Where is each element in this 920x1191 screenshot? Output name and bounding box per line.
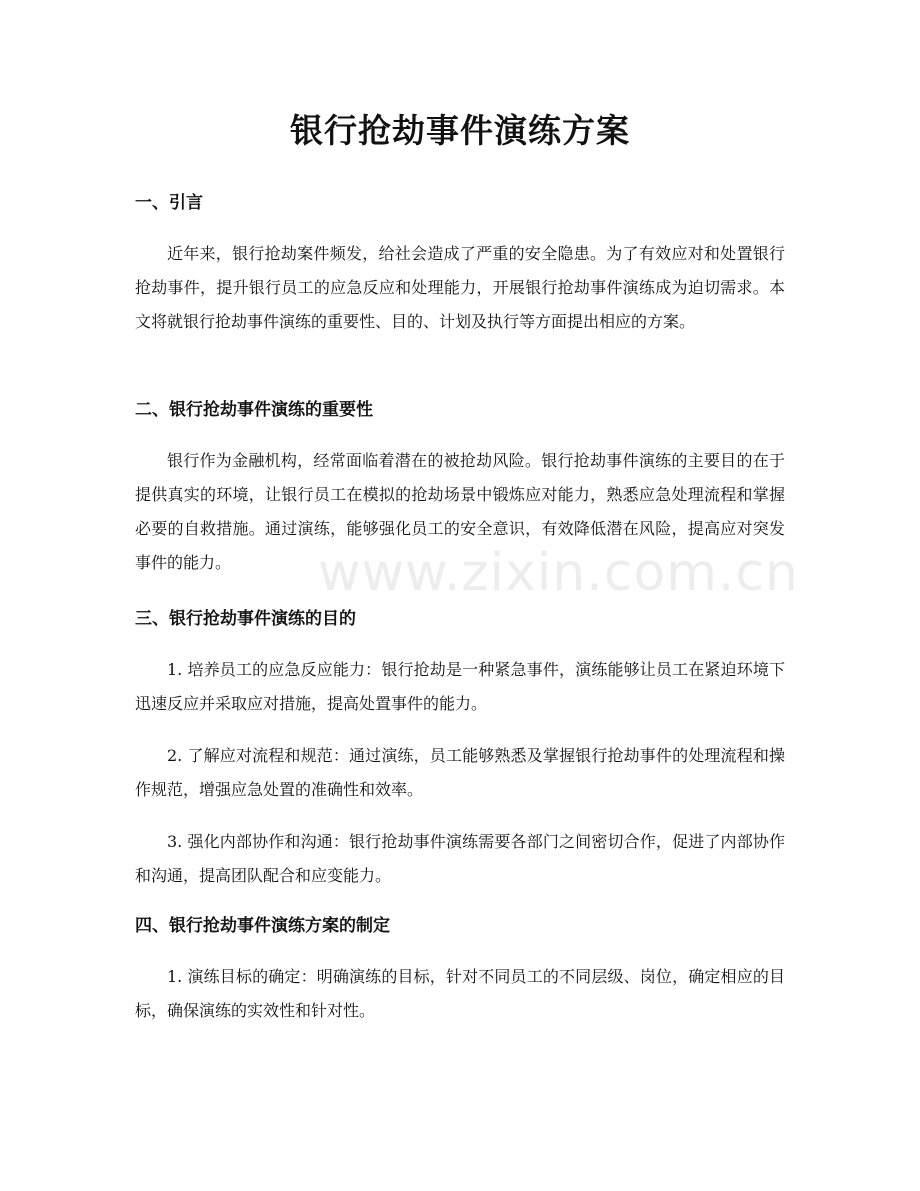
section-heading: 四、银行抢劫事件演练方案的制定	[135, 916, 390, 936]
list-item: 1. 培养员工的应急反应能力：银行抢劫是一种紧急事件，演练能够让员工在紧迫环境下迅速反应并采取应对措施，提高处置事件的能力。	[135, 660, 785, 713]
section-purpose	[135, 606, 785, 893]
list-item: 3. 强化内部协作和沟通：银行抢劫事件演练需要各部门之间密切合作，促进了内部协作和沟通，提高团队配合和应变能力。	[135, 832, 785, 885]
section-heading: 一、引言	[135, 193, 203, 213]
list-item: 1. 演练目标的确定：明确演练的目标，针对不同员工的不同层级、岗位，确定相应的目标，确保演练的实效性和针对性。	[135, 967, 785, 1020]
section-introduction	[135, 190, 785, 339]
watermark: www.zixin.com.cn	[318, 543, 799, 603]
section-importance	[135, 397, 785, 580]
section-paragraph: 近年来，银行抢劫案件频发，给社会造成了严重的安全隐患。为了有效应对和处置银行抢劫事件，提升银行员工的应急反应和处理能力，开展银行抢劫事件演练成为迫切需求。本文将就银行抢劫事件演练的重要性、目的、计划及执行等方面提出相应的方案。	[135, 244, 785, 331]
list-item: 2. 了解应对流程和规范：通过演练，员工能够熟悉及掌握银行抢劫事件的处理流程和操作规范，增强应急处置的准确性和效率。	[135, 746, 785, 799]
section-heading: 三、银行抢劫事件演练的目的	[135, 609, 356, 629]
section-plan-formulation	[135, 913, 785, 1028]
section-heading: 二、银行抢劫事件演练的重要性	[135, 400, 373, 420]
section-paragraph: 银行作为金融机构，经常面临着潜在的被抢劫风险。银行抢劫事件演练的主要目的在于提供真实的环境，让银行员工在模拟的抢劫场景中锻炼应对能力，熟悉应急处理流程和掌握必要的自救措施。通过演练，能够强化员工的安全意识，有效降低潜在风险，提高应对突发事件的能力。	[135, 451, 785, 572]
document-title: 银行抢劫事件演练方案	[290, 111, 630, 150]
